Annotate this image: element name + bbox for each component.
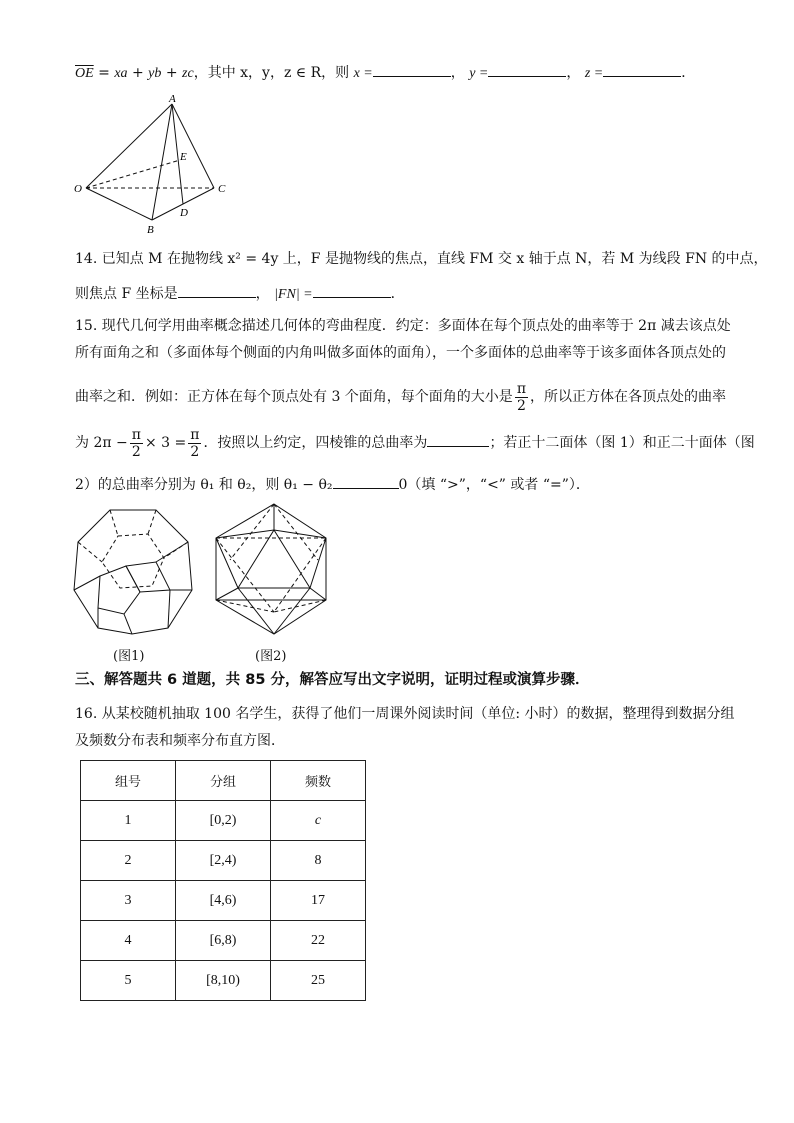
q15-line-5 — [75, 474, 590, 495]
point-label-c: C — [218, 183, 226, 195]
point-label-d: D — [180, 207, 188, 219]
table-row — [81, 801, 366, 841]
term-yb: yb — [148, 66, 162, 81]
period: ． — [390, 286, 405, 302]
term-xa: xa — [114, 66, 128, 81]
q15-line-5a: 2）的总曲率分别为 θ₁ 和 θ₂，则 θ₁ − θ₂ — [75, 477, 333, 493]
z-answer-blank[interactable] — [603, 62, 681, 77]
frequency-table — [80, 760, 366, 1001]
table-header-row — [81, 761, 366, 801]
q14-line-1: 14. 已知点 M 在抛物线 x² = 4y 上，F 是抛物线的焦点，直线 FM 交 x 轴于点 N，若 M 为线段 FN 的中点， — [75, 251, 768, 267]
point-label-b: B — [147, 224, 154, 236]
q15-line-4d: ；若正十二面体（图 1）和正二十面体（图 — [489, 435, 755, 451]
point-label-e: E — [180, 151, 187, 163]
y-answer-blank[interactable] — [488, 62, 566, 77]
fraction-pi-over-2 — [130, 427, 143, 460]
vector-oe: $\overline{OE}$ — [75, 66, 94, 81]
plus-sign: + — [127, 65, 149, 81]
table-cell: [6,8) — [176, 921, 271, 961]
fn-label: |FN| = — [274, 287, 313, 302]
equals-sign: = — [93, 65, 115, 81]
table-cell: [4,6) — [176, 881, 271, 921]
fraction-pi-over-2 — [188, 427, 201, 460]
plus-sign: + — [161, 65, 183, 81]
table-cell: 8 — [271, 841, 366, 881]
table-cell: 17 — [271, 881, 366, 921]
table-header-cell: 频数 — [271, 761, 366, 801]
fraction-numerator: π — [516, 380, 527, 397]
figure-1-caption: (图1) — [113, 649, 145, 664]
q13-vector-equation — [75, 62, 695, 84]
q14-line-2 — [75, 283, 405, 305]
term-zc: zc — [182, 66, 194, 81]
separator: ， — [566, 65, 581, 81]
q15-line-4c: ．按照以上约定，四棱锥的总曲率为 — [203, 435, 428, 451]
table-cell: [0,2) — [176, 801, 271, 841]
q15-line-1: 15. 现代几何学用曲率概念描述几何体的弯曲程度．约定：多面体在每个顶点处的曲率等于 2π 减去该点处 — [75, 318, 731, 334]
q15-line-3 — [75, 380, 726, 414]
fraction-numerator: π — [190, 426, 200, 443]
icosahedron-figure — [210, 500, 336, 640]
section-3-heading: 三、解答题共 6 道题，共 85 分，解答应写出文字说明，证明过程或演算步骤． — [75, 672, 590, 688]
q15-line-5b: 0（填 “>”，“<” 或者 “=”）． — [398, 477, 590, 493]
table-row — [81, 961, 366, 1001]
q14-focus-text: 则焦点 F 坐标是 — [75, 286, 178, 302]
fraction-pi-over-2 — [515, 381, 528, 414]
fn-answer-blank[interactable] — [313, 283, 391, 298]
q15-line-4 — [75, 426, 755, 460]
table-cell: 2 — [81, 841, 176, 881]
table-cell: [2,4) — [176, 841, 271, 881]
q15-line-3b: ，所以正方体在各顶点处的曲率 — [530, 389, 727, 405]
z-label: z = — [584, 66, 604, 81]
pyramid-curvature-blank[interactable] — [427, 432, 489, 447]
dodecahedron-figure — [70, 506, 196, 640]
table-row — [81, 841, 366, 881]
x-answer-blank[interactable] — [373, 62, 451, 77]
x-label: x = — [353, 66, 373, 81]
q16-line-2: 及频数分布表和频率分布直方图． — [75, 733, 285, 749]
table-cell: 3 — [81, 881, 176, 921]
fraction-denominator: 2 — [190, 443, 200, 460]
table-row — [81, 881, 366, 921]
q15-line-2: 所有面角之和（多面体每个侧面的内角叫做多面体的面角），一个多面体的总曲率等于该多面体各顶点处的 — [75, 345, 726, 361]
table-cell: 1 — [81, 801, 176, 841]
q15-line-4b: × 3 = — [144, 435, 187, 451]
table-cell: 5 — [81, 961, 176, 1001]
theta-comparison-blank[interactable] — [333, 474, 399, 489]
q15-line-3a: 曲率之和．例如：正方体在每个顶点处有 3 个面角，每个面角的大小是 — [75, 389, 513, 405]
fraction-denominator: 2 — [131, 443, 141, 460]
table-cell: 22 — [271, 921, 366, 961]
y-label: y = — [469, 66, 489, 81]
fraction-denominator: 2 — [516, 397, 526, 414]
table-cell: c — [271, 801, 366, 841]
table-header-cell: 组号 — [81, 761, 176, 801]
q13-mid-text: ，其中 x，y，z ∈ R，则 — [193, 65, 350, 81]
point-label-a: A — [169, 93, 176, 105]
fraction-numerator: π — [131, 426, 141, 443]
table-cell: 4 — [81, 921, 176, 961]
separator: ， — [255, 286, 270, 302]
q15-line-4a: 为 2π − — [75, 435, 128, 451]
table-row — [81, 921, 366, 961]
separator: ， — [450, 65, 465, 81]
tetrahedron-figure — [70, 92, 240, 237]
table-header-cell: 分组 — [176, 761, 271, 801]
table-cell: [8,10) — [176, 961, 271, 1001]
figure-2-caption: (图2) — [255, 649, 287, 664]
focus-answer-blank[interactable] — [178, 283, 256, 298]
q16-line-1: 16. 从某校随机抽取 100 名学生，获得了他们一周课外阅读时间（单位: 小时）的数据，整理得到数据分组 — [75, 706, 735, 722]
table-cell: 25 — [271, 961, 366, 1001]
period: ． — [681, 65, 696, 81]
point-label-o: O — [74, 183, 82, 195]
